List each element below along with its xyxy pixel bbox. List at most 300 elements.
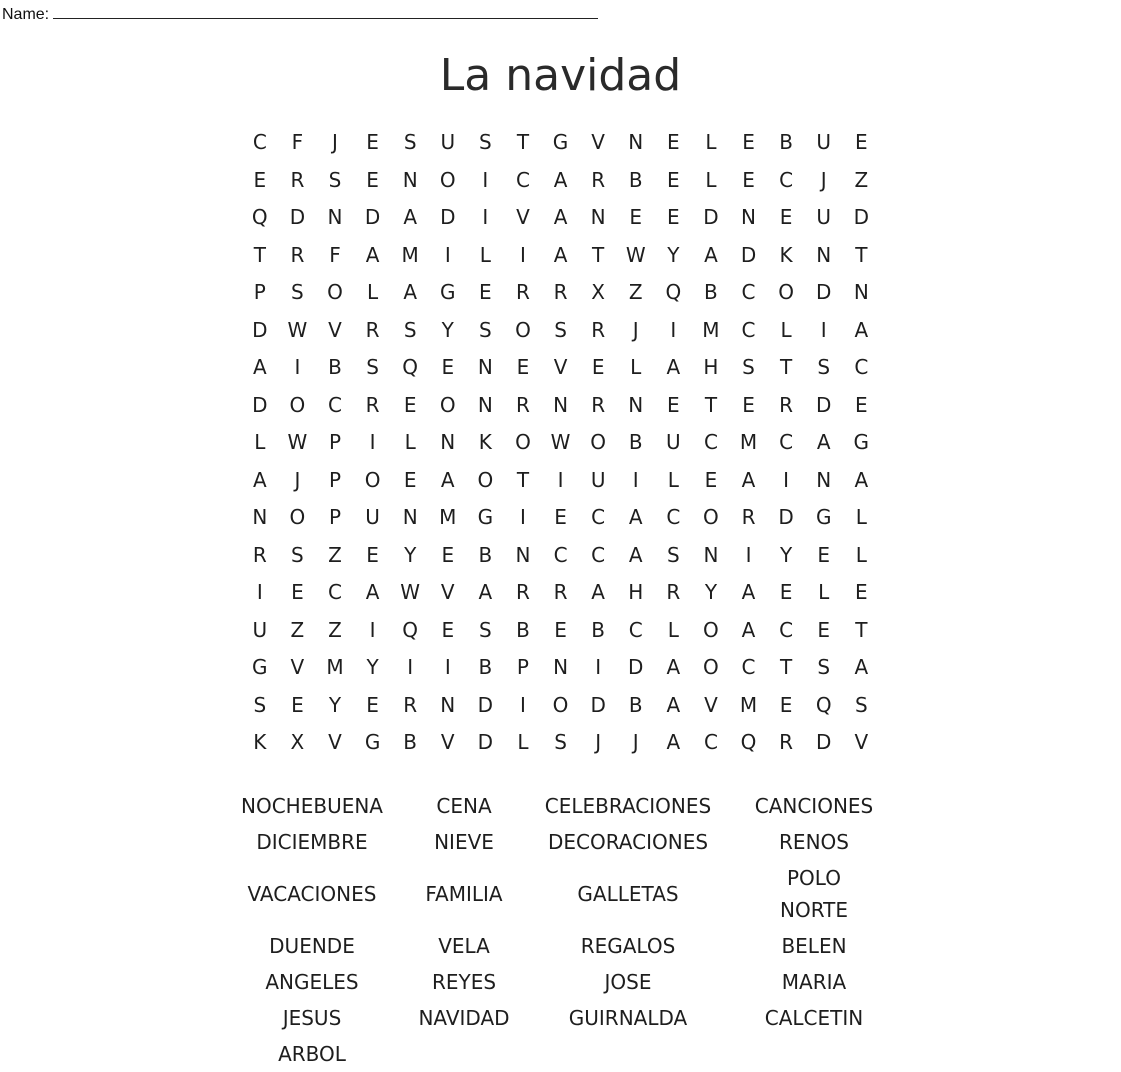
grid-letter: O [439,167,456,192]
grid-letter: S [479,317,492,342]
grid-letter: D [628,655,644,679]
grid-letter: Z [628,280,643,304]
grid-letter: S [366,355,379,379]
grid-letter: C [553,542,568,567]
grid-letter: E [667,392,680,417]
grid-letter: R [290,242,305,267]
grid-letter: W [550,430,571,454]
grid-letter: O [590,430,607,454]
grid-letter: P [328,505,342,529]
word-list-item: CANCIONES [754,794,874,818]
grid-letter: V [328,730,342,754]
grid-letter: E [629,205,643,229]
grid-letter: X [591,280,605,304]
grid-letter: C [252,130,267,154]
grid-letter: I [745,542,752,567]
grid-letter: R [516,392,530,417]
grid-letter: V [440,730,455,754]
grid-letter: I [369,617,376,642]
grid-letter: R [591,167,606,192]
grid-letter: E [441,617,455,642]
grid-letter: N [440,430,456,454]
word-list-item: MARIA [781,970,847,994]
grid-letter: O [289,392,306,417]
word-list-item: NAVIDAD [418,1006,510,1030]
grid-letter: E [704,467,718,492]
grid-letter: O [515,430,531,454]
grid-letter: O [289,505,306,529]
grid-letter: S [479,130,492,154]
grid-letter: E [253,167,267,192]
grid-letter: A [365,242,380,267]
grid-letter: W [625,242,646,267]
grid-letter: S [479,617,492,642]
grid-letter: C [741,317,756,342]
grid-letter: B [591,617,605,642]
grid-letter: L [818,580,830,604]
grid-letter: A [553,167,568,192]
grid-letter: D [477,692,494,717]
grid-letter: X [290,730,305,754]
word-list-row [228,1000,904,1036]
grid-letter: B [478,655,493,679]
grid-letter: N [703,542,719,567]
grid-letter: N [628,130,644,154]
grid-letter: J [632,317,639,342]
grid-letter: L [367,280,379,304]
page-title: La navidad [439,50,682,101]
grid-letter: Q [665,280,682,304]
grid-letter: E [291,580,304,604]
grid-letter: V [290,655,305,679]
grid-letter: S [817,655,831,679]
grid-letter: F [291,130,304,154]
grid-letter: E [479,280,492,304]
grid-letter: L [780,317,792,342]
grid-letter: A [666,655,681,679]
grid-letter: O [477,467,494,492]
grid-letter: V [516,205,530,229]
grid-letter: L [254,430,266,454]
word-list-item: GUIRNALDA [568,1006,688,1030]
word-list-item: NIEVE [434,830,494,854]
grid-letter: R [516,580,530,604]
grid-letter: S [854,692,868,717]
grid-letter: A [591,580,605,604]
grid-letter: A [741,617,756,642]
grid-letter: I [294,355,301,379]
letter-grid [241,124,880,762]
grid-letter: C [591,505,606,529]
grid-letter: E [742,392,755,417]
grid-letter: A [252,355,267,379]
grid-letter: E [854,130,868,154]
grid-letter: T [780,355,793,379]
grid-letter: R [553,580,568,604]
grid-letter: U [816,205,832,229]
grid-letter: J [595,730,602,754]
word-list-row [228,824,904,860]
grid-letter: L [855,505,867,529]
grid-letter: T [516,467,530,492]
grid-letter: U [440,130,456,154]
grid-letter: E [667,167,680,192]
grid-letter: V [854,730,869,754]
grid-letter: Z [854,167,869,192]
grid-letter: M [326,655,344,679]
grid-letter: E [667,130,680,154]
grid-letter: E [366,167,379,192]
grid-letter: A [478,580,493,604]
grid-letter: E [441,542,455,567]
grid-letter: B [779,130,793,154]
grid-letter: D [778,505,794,529]
grid-letter: G [364,730,381,754]
word-list [228,788,904,1072]
grid-letter: C [328,392,342,417]
grid-letter: H [628,580,644,604]
grid-letter: I [520,242,526,267]
grid-letter: E [817,617,831,642]
grid-letter: L [517,730,529,754]
grid-letter: S [403,130,417,154]
grid-letter: E [854,392,868,417]
grid-letter: C [666,505,681,529]
grid-letter: C [741,655,756,679]
grid-letter: N [816,467,832,492]
grid-letter: C [703,430,718,454]
grid-letter: L [630,355,642,379]
grid-letter: P [328,430,342,454]
grid-letter: A [854,655,869,679]
word-list-item: DECORACIONES [547,830,709,854]
grid-letter: G [440,280,456,304]
word-list-item [532,1036,724,1072]
grid-letter: D [703,205,719,229]
grid-letter: M [401,242,419,267]
grid-letter: F [329,242,341,267]
grid-letter: E [403,392,417,417]
grid-letter: O [703,617,719,642]
grid-letter: C [703,730,718,754]
name-underline [53,4,598,19]
grid-letter: B [704,280,718,304]
grid-letter: A [666,692,681,717]
grid-letter: Z [290,617,305,642]
grid-letter: A [440,467,455,492]
grid-letter: B [628,167,643,192]
grid-letter: W [400,580,421,604]
grid-letter: O [552,692,569,717]
grid-letter: P [516,655,529,679]
grid-letter: D [477,730,494,754]
grid-letter: M [439,505,457,529]
grid-letter: V [591,130,605,154]
grid-letter: E [554,617,567,642]
grid-letter: B [628,692,643,717]
grid-letter: R [365,392,380,417]
grid-letter: V [328,317,342,342]
grid-letter: C [591,542,606,567]
grid-letter: I [820,317,827,342]
grid-letter: Z [328,617,342,642]
grid-letter: A [704,242,718,267]
grid-letter: D [364,205,381,229]
grid-letter: A [365,580,380,604]
grid-letter: T [592,242,605,267]
grid-letter: R [779,730,794,754]
grid-letter: A [628,505,643,529]
grid-letter: N [590,205,606,229]
grid-letter: A [816,430,831,454]
word-list-item: GALLETAS [577,882,679,906]
grid-letter: D [853,205,869,229]
grid-letter: R [591,392,606,417]
grid-letter: M [739,430,758,454]
grid-letter: N [628,392,644,417]
grid-letter: E [403,467,417,492]
grid-letter: A [628,542,643,567]
grid-letter: B [328,355,342,379]
grid-letter: A [741,467,756,492]
grid-letter: E [554,505,567,529]
grid-letter: J [332,130,338,154]
grid-letter: D [740,242,757,267]
word-list-item [396,1036,532,1072]
grid-letter: C [779,430,794,454]
grid-letter: S [666,542,680,567]
grid-letter: I [482,167,489,192]
grid-letter: T [253,242,266,267]
grid-letter: H [703,355,719,379]
grid-letter: N [853,280,869,304]
word-list-row [228,788,904,824]
grid-letter: Y [704,580,718,604]
grid-letter: S [291,542,304,567]
word-list-row [228,964,904,1000]
grid-letter: N [477,355,493,379]
grid-letter: E [516,355,530,379]
grid-letter: E [854,580,868,604]
grid-letter: R [553,280,568,304]
word-list-item: DUENDE [269,934,355,958]
grid-letter: C [779,617,794,642]
grid-letter: N [402,167,418,192]
word-list-item: ARBOL [278,1042,346,1066]
grid-letter: A [252,467,267,492]
grid-letter: I [595,655,602,679]
grid-letter: W [287,430,308,454]
grid-letter: S [554,730,567,754]
grid-letter: B [403,730,418,754]
grid-letter: Y [328,692,342,717]
grid-letter: R [365,317,380,342]
grid-letter: D [440,205,456,229]
grid-letter: U [252,617,268,642]
grid-letter: R [666,580,681,604]
grid-letter: A [741,580,756,604]
grid-letter: K [253,730,267,754]
grid-letter: E [291,692,304,717]
grid-letter: I [783,467,790,492]
grid-letter: L [667,467,679,492]
grid-letter: O [364,467,381,492]
grid-letter: N [515,542,531,567]
grid-letter: U [666,430,681,454]
grid-letter: Q [402,617,419,642]
word-list-item: ANGELES [265,970,359,994]
grid-letter: I [256,580,263,604]
word-list-item: BELEN [781,934,847,958]
grid-letter: Y [667,242,680,267]
grid-letter: C [854,355,869,379]
grid-letter: K [478,430,492,454]
grid-letter: T [780,655,793,679]
grid-letter: K [779,242,793,267]
grid-letter: E [742,167,755,192]
grid-letter: U [365,505,380,529]
grid-letter: I [520,692,526,717]
grid-letter: A [666,355,681,379]
grid-letter: N [553,655,569,679]
grid-letter: V [553,355,568,379]
grid-letter: S [554,317,567,342]
grid-letter: I [520,505,526,529]
grid-letter: G [477,505,494,529]
word-list-item: REYES [431,970,497,994]
grid-letter: A [854,467,869,492]
grid-letter: Q [402,355,419,379]
grid-letter: D [252,392,268,417]
grid-letter: M [702,317,720,342]
word-list-item: CELEBRACIONES [544,794,712,818]
grid-letter: E [817,542,831,567]
grid-letter: V [440,580,455,604]
grid-letter: R [252,542,267,567]
grid-letter: Q [740,730,757,754]
grid-letter: E [779,580,793,604]
grid-letter: N [402,505,418,529]
grid-letter: B [478,542,493,567]
word-list-item: CALCETIN [764,1006,864,1030]
grid-letter: T [855,242,868,267]
name-field [2,4,598,24]
grid-letter: S [253,692,267,717]
grid-letter: A [854,317,869,342]
word-list-item: VELA [438,934,490,958]
grid-letter: E [742,130,755,154]
grid-letter: N [327,205,343,229]
grid-letter: R [779,392,794,417]
grid-letter: T [704,392,718,417]
grid-letter: L [479,242,491,267]
grid-letter: E [779,692,793,717]
grid-letter: R [516,280,530,304]
grid-letter: J [632,730,639,754]
grid-letter: U [590,467,606,492]
word-list-item: RENOS [779,830,849,854]
grid-letter: W [287,317,308,342]
grid-letter: E [366,692,379,717]
grid-letter: L [855,542,867,567]
grid-letter: O [439,392,456,417]
grid-letter: I [407,655,414,679]
word-list-item [724,1036,904,1072]
word-list-item: POLO NORTE [780,866,848,922]
grid-letter: U [816,130,832,154]
word-list-row [228,860,904,928]
grid-letter: O [703,655,719,679]
grid-letter: I [632,467,639,492]
grid-letter: N [553,392,569,417]
grid-letter: Q [815,692,832,717]
grid-letter: Q [251,205,268,229]
grid-letter: L [667,617,679,642]
word-list-item: FAMILIA [425,882,503,906]
grid-letter: Y [366,655,379,679]
grid-letter: E [667,205,680,229]
grid-letter: B [516,617,530,642]
grid-letter: T [855,617,868,642]
word-list-item: JESUS [282,1006,342,1030]
grid-letter: O [515,317,531,342]
grid-letter: R [403,692,418,717]
grid-letter: B [628,430,643,454]
word-list-item: CENA [436,794,492,818]
grid-letter: J [294,467,301,492]
grid-letter: I [482,205,489,229]
word-list-item: DICIEMBRE [256,830,368,854]
grid-letter: V [704,692,718,717]
grid-letter: G [853,430,870,454]
grid-letter: R [741,505,756,529]
grid-letter: I [369,430,376,454]
grid-letter: L [705,130,717,154]
grid-letter: T [516,130,530,154]
grid-letter: S [742,355,755,379]
word-list-item: JOSE [604,970,652,994]
grid-letter: C [515,167,530,192]
word-list-row [228,928,904,964]
grid-letter: R [591,317,606,342]
grid-letter: Y [404,542,417,567]
word-list-item: NOCHEBUENA [241,794,383,818]
grid-letter: J [820,167,827,192]
grid-letter: C [628,617,643,642]
word-list-item: REGALOS [580,934,676,958]
grid-letter: E [441,355,455,379]
grid-letter: D [816,392,832,417]
grid-letter: A [403,280,418,304]
grid-letter: E [779,205,793,229]
word-list-row [228,1036,904,1072]
grid-letter: N [440,692,456,717]
grid-letter: G [252,655,268,679]
grid-letter: R [290,167,305,192]
grid-letter: D [252,317,268,342]
grid-letter: A [403,205,418,229]
grid-letter: N [477,392,493,417]
grid-letter: A [553,205,568,229]
grid-letter: Y [441,317,454,342]
grid-letter: I [444,655,451,679]
grid-letter: I [557,467,564,492]
grid-letter: C [779,167,794,192]
grid-letter: S [328,167,342,192]
grid-letter: P [328,467,342,492]
grid-letter: I [444,242,451,267]
grid-letter: G [552,130,569,154]
